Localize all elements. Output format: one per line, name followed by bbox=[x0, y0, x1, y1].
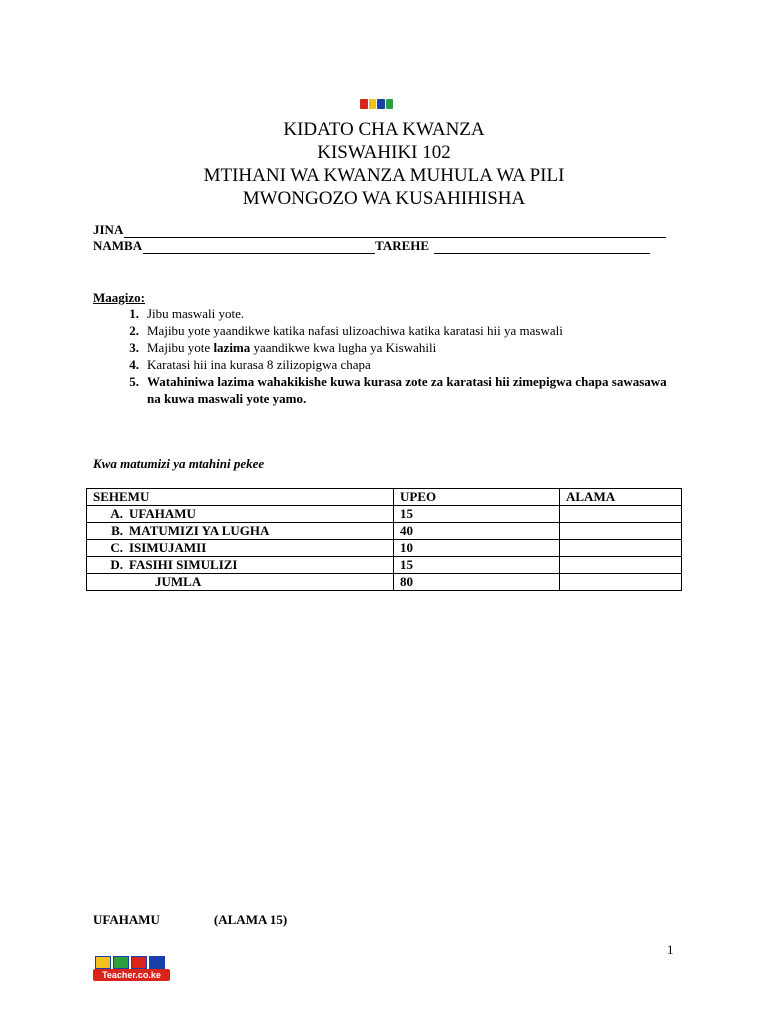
section-max: 15 bbox=[394, 557, 560, 574]
table-header-row bbox=[87, 489, 682, 506]
section-max: 40 bbox=[394, 523, 560, 540]
header-section: SEHEMU bbox=[87, 489, 394, 506]
marks-table bbox=[86, 488, 682, 591]
page-number: 1 bbox=[667, 942, 674, 957]
total-max: 80 bbox=[394, 574, 560, 591]
section-name: UFAHAMU bbox=[129, 506, 196, 521]
number-date-row bbox=[93, 238, 650, 254]
header-max: UPEO bbox=[394, 489, 560, 506]
instruction-item: 5. Watahiniwa lazima wahakikishe kuwa kurasa zote za karatasi hii zimepigwa chapa sawasawa na kuwa maswali yote yamo. bbox=[129, 374, 667, 406]
name-field-row bbox=[93, 222, 666, 238]
total-score-cell[interactable] bbox=[560, 574, 682, 591]
total-label: JUMLA bbox=[87, 574, 394, 591]
section-max: 10 bbox=[394, 540, 560, 557]
instruction-item: 3. Majibu yote lazima yaandikwe kwa lugha ya Kiswahili bbox=[129, 340, 437, 355]
name-label: JINA bbox=[93, 222, 124, 237]
section-score-cell[interactable] bbox=[560, 506, 682, 523]
section-marks: (ALAMA 15) bbox=[213, 912, 288, 927]
title-line-exam: MTIHANI WA KWANZA MUHULA WA PILI bbox=[203, 165, 565, 186]
date-label: TAREHE bbox=[375, 238, 430, 253]
logo-squares bbox=[93, 956, 170, 968]
section-max: 15 bbox=[394, 506, 560, 523]
instruction-item: 2. Majibu yote yaandikwe katika nafasi ulizoachiwa katika karatasi hii ya maswali bbox=[129, 323, 563, 338]
instruction-item: 4. Karatasi hii ina kurasa 8 zilizopigwa chapa bbox=[129, 357, 371, 372]
examiner-use-note: Kwa matumizi ya mtahini pekee bbox=[93, 456, 265, 471]
section-name: FASIHI SIMULIZI bbox=[129, 557, 238, 572]
section-score-cell[interactable] bbox=[560, 540, 682, 557]
instruction-item: 1. Jibu maswali yote. bbox=[129, 306, 245, 321]
table-total-row bbox=[87, 574, 682, 591]
table-row: A. UFAHAMU 15 bbox=[87, 506, 682, 523]
instructions-heading: Maagizo: bbox=[93, 290, 145, 305]
section-score-cell[interactable] bbox=[560, 523, 682, 540]
table-row: D. FASIHI SIMULIZI 15 bbox=[87, 557, 682, 574]
name-blank[interactable] bbox=[124, 225, 666, 238]
number-blank[interactable] bbox=[143, 241, 375, 254]
section-score-cell[interactable] bbox=[560, 557, 682, 574]
section-title: UFAHAMU bbox=[93, 912, 160, 927]
section-start-heading bbox=[93, 912, 287, 928]
exam-title-block bbox=[0, 118, 768, 210]
header-score: ALAMA bbox=[560, 489, 682, 506]
number-label: NAMBA bbox=[93, 238, 143, 253]
section-name: MATUMIZI YA LUGHA bbox=[129, 523, 270, 538]
section-name: ISIMUJAMII bbox=[129, 540, 207, 555]
date-blank[interactable] bbox=[434, 241, 650, 254]
table-row: C. ISIMUJAMII 10 bbox=[87, 540, 682, 557]
logo-brand-text: Teacher.co.ke bbox=[93, 969, 170, 981]
teacher-co-ke-logo-icon bbox=[360, 99, 393, 109]
teacher-co-ke-logo-icon bbox=[93, 956, 170, 982]
table-row: B. MATUMIZI YA LUGHA 40 bbox=[87, 523, 682, 540]
instructions-list bbox=[93, 305, 673, 407]
title-line-subject: KISWAHIKI 102 bbox=[317, 142, 451, 163]
title-line-class: KIDATO CHA KWANZA bbox=[283, 119, 485, 140]
title-line-guide: MWONGOZO WA KUSAHIHISHA bbox=[242, 188, 526, 209]
